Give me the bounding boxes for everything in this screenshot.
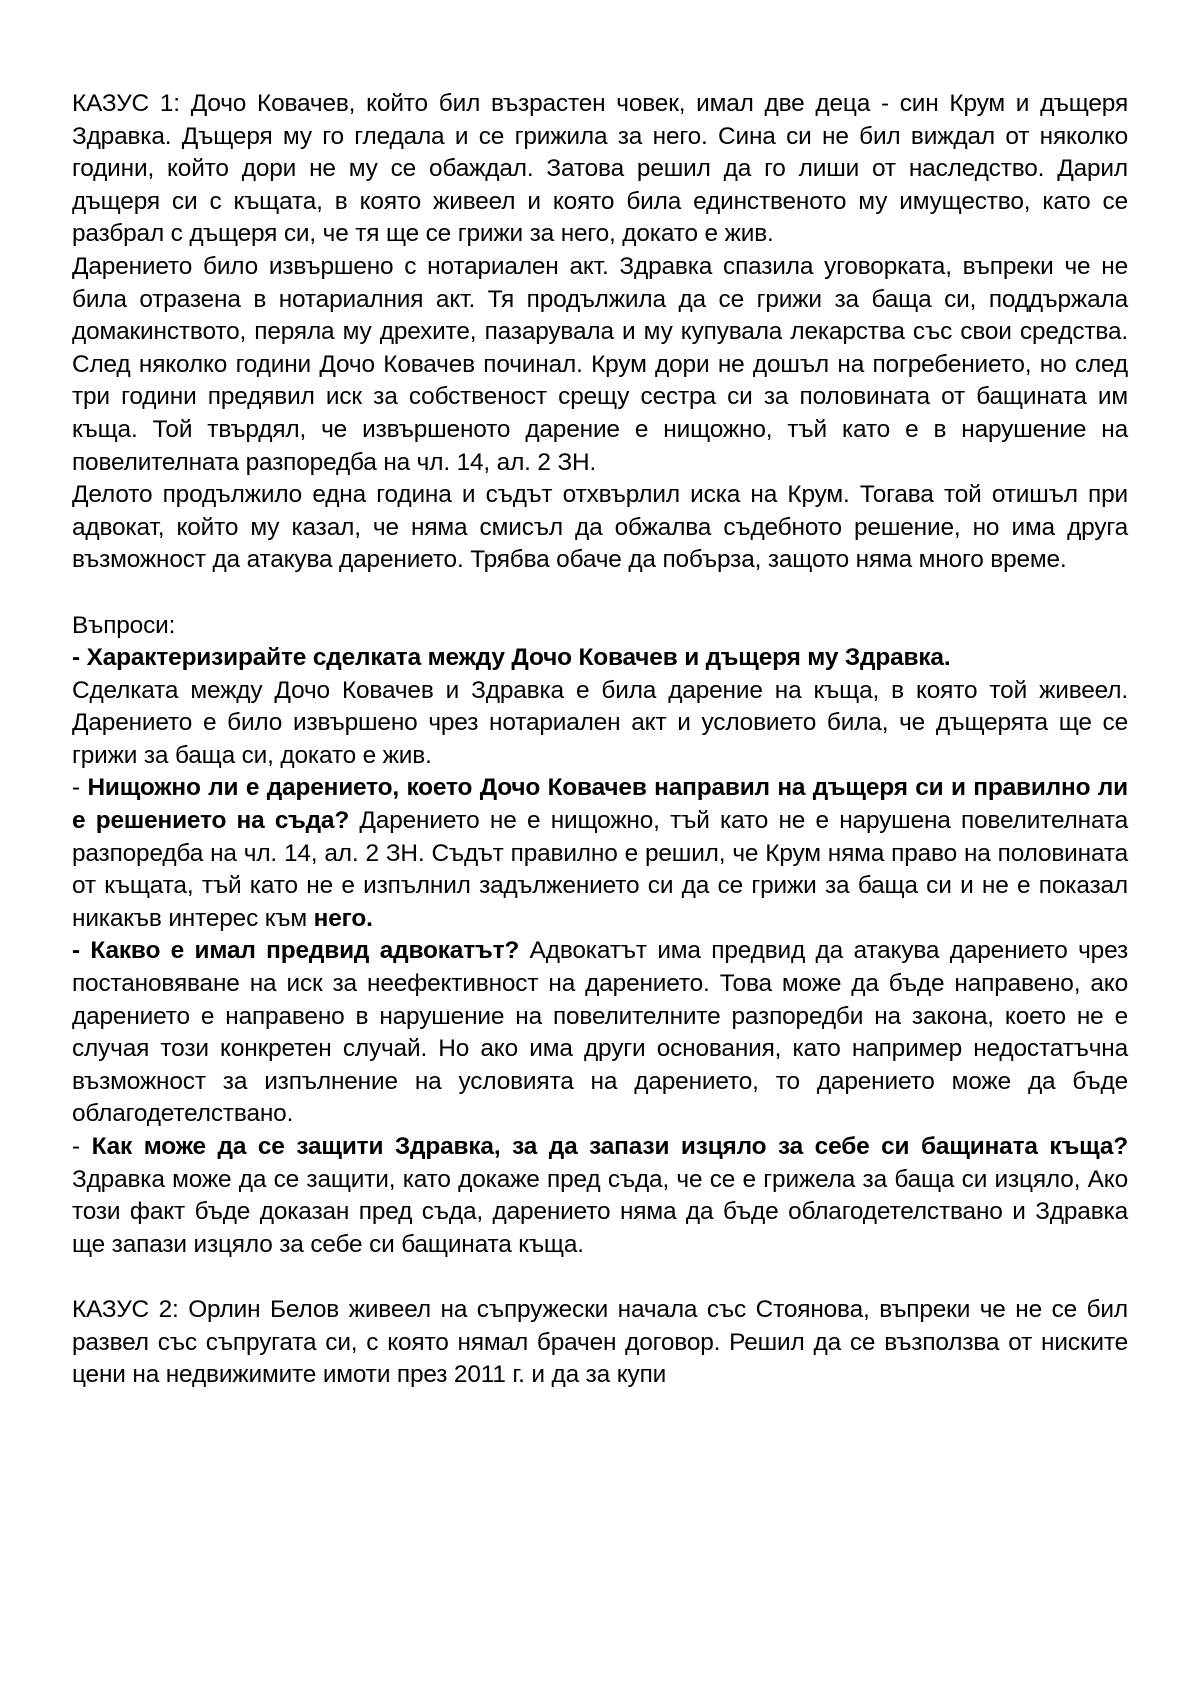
question-2-text: Нищожно ли е дарението, което Дочо Ковачев направил на дъщеря си и правилно ли е решението на съда?: [72, 774, 1128, 835]
answer-4-text: Здравка може да се защити, като докаже пред съда, че се е грижела за баща си изцяло, Ако този факт бъде доказан пред съда, дарението няма да бъде облагодетелствано и Здравка ще запази изцяло за себе си бащината къща.: [72, 1165, 1128, 1258]
case2-intro-paragraph: КАЗУС 2: Орлин Белов живеел на съпружески начала със Стоянова, въпреки че не се бил развел със съпругата си, с която нямал брачен договор. Решил да се възползва от ниските цени на недвижимите имоти през 2011 г. и да за купи: [72, 1295, 1128, 1389]
document-body: [72, 88, 1128, 1392]
question-2-prefix: -: [72, 774, 88, 802]
question-answer-2: [72, 772, 1128, 935]
case1-intro-paragraph: КАЗУС 1: Дочо Ковачев, който бил възрастен човек, имал две деца - син Крум и дъщеря Здравка. Дъщеря му го гледала и се грижила за него. Сина си не бил виждал от няколко години, който дори не му се обаждал. Затова решил да го лиши от наследство. Дарил дъщеря си с къщата, в която живеел и която била единственото му имущество, като се разбрал с дъщеря си, че тя ще се грижи за него, докато е жив.: [72, 90, 1128, 248]
answer-2-text: Дарението не е нищожно, тъй като не е нарушена повелителната разпоредба на чл. 14, ал. 2 ЗН. Съдът правилно е решил, че Крум няма право на половината от къщата, тъй като не е изпълнил задължението си да се грижи за баща си и не е показал никакъв интерес към: [72, 807, 1128, 932]
answer-1: Сделката между Дочо Ковачев и Здравка е била дарение на къща, в която той живеел. Дарението е било извършено чрез нотариален акт и условието била, че дъщерята ще се грижи за баща си, докато е жив.: [72, 676, 1128, 769]
answer-3-text: Адвокатът има предвид да атакува дарението чрез постановяване на иск за неефективност на дарението. Това може да бъде направено, ако дарението е направено в нарушение на повелителните разпоредби на закона, което не е случая този конкретен случай. Но ако има други основания, като например недостатъчна възможност за изпълнение на условията на дарението, то дарението може да бъде облагодетелствано.: [72, 937, 1128, 1128]
case1-lawsuit-paragraph: Делото продължило една година и съдът отхвърлил иска на Крум. Тогава той отишъл при адвокат, който му казал, че няма смисъл да обжалва съдебното решение, но има друга възможност да атакува дарението. Трябва обаче да побърза, защото няма много време.: [72, 481, 1128, 574]
question-1: [72, 642, 1128, 675]
questions-heading: Въпроси:: [72, 611, 176, 639]
question-answer-4: [72, 1131, 1128, 1261]
answer-2-tail: него.: [313, 904, 373, 932]
case1-donation-paragraph: Дарението било извършено с нотариален акт. Здравка спазила уговорката, въпреки че не била отразена в нотариалния акт. Тя продължила да се грижи за баща си, поддържала домакинството, перяла му дрехите, пазарувала и му купувала лекарства със свои средства. След няколко години Дочо Ковачев починал. Крум дори не дошъл на погребението, но след три години предявил иск за собственост срещу сестра си за половината от бащината им къща. Той твърдял, че извършеното дарение е нищожно, тъй като е в нарушение на повелителната разпоредба на чл. 14, ал. 2 ЗН.: [72, 252, 1128, 476]
question-answer-3: [72, 935, 1128, 1131]
question-4-text: Как може да се защити Здравка, за да запази изцяло за себе си бащината къща?: [91, 1133, 1128, 1160]
question-1-text: - Характеризирайте сделката между Дочо Ковачев и дъщеря му Здравка.: [72, 644, 951, 672]
question-4-prefix: -: [72, 1133, 92, 1160]
question-3-text: - Какво е имал предвид адвокатът?: [72, 937, 520, 965]
